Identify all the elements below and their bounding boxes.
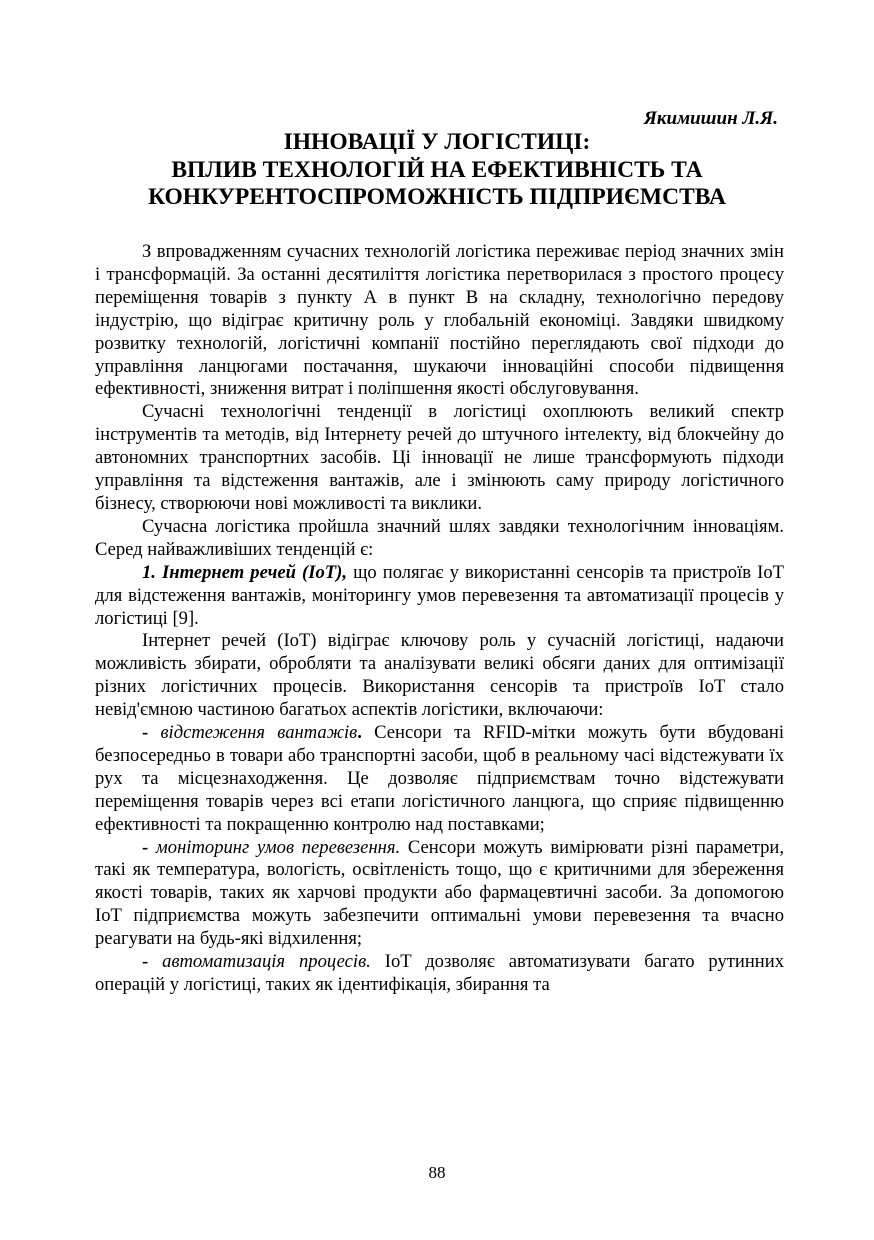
bullet-term: моніторинг умов перевезення. [155, 836, 401, 858]
bullet-term: автоматизація процесів. [162, 951, 371, 973]
title-line-1: ІННОВАЦІЇ У ЛОГІСТИЦІ: [283, 129, 591, 155]
article-body [95, 241, 784, 997]
paragraph-iot-heading [95, 562, 784, 631]
iot-heading-lead: 1. Інтернет речей (IoT), [142, 561, 347, 583]
bullet-transport-monitoring [95, 837, 784, 952]
paragraph-trends: Сучасні технологічні тенденції в логістиці охоплюють великий спектр інструментів та методів, від Інтернету речей до штучного інтелекту, від блокчейну до автономних транспортних засобів. Ці інновації не лише трансформують підходи управління та відстеження вантажів, але і змінюють саму природу логістичного бізнесу, створюючи нові можливості та виклики. [95, 401, 784, 514]
title-line-2: ВПЛИВ ТЕХНОЛОГІЙ НА ЕФЕКТИВНІСТЬ ТА [171, 156, 703, 183]
bullet-term-dot: . [357, 722, 362, 744]
bullet-text: IoT дозволяє автоматизувати багато рутинних операцій у логістиці, таких як ідентифікація, збирання та [95, 951, 785, 995]
bullet-dash: - [142, 722, 161, 744]
paragraph-iot-role: Інтернет речей (IoT) відіграє ключову роль у сучасній логістиці, надаючи можливість збирати, обробляти та аналізувати великі обсяги даних для оптимізації різних логістичних процесів. Використання сенсорів та пристроїв IoT стало невід'ємною частиною багатьох аспектів логістики, включаючи: [95, 630, 784, 721]
bullet-dash: - [142, 836, 156, 858]
bullet-text: Сенсори можуть вимірювати різні параметри, такі як температура, вологість, освітленість тощо, що є критичними для збереження якості товарів, таких як харчові продукти або фармацевтичні засоби. За допомогою IoT підприємства можуть забезпечити оптимальні умови перевезення та вчасно реагувати на будь-які відхилення; [95, 836, 784, 950]
bullet-process-automation [95, 951, 784, 997]
title-line-3: КОНКУРЕНТОСПРОМОЖНІСТЬ ПІДПРИЄМСТВА [148, 184, 726, 210]
article-title [90, 129, 784, 212]
bullet-cargo-tracking [95, 722, 784, 837]
iot-heading-rest: що полягає у використанні сенсорів та пристроїв IoT для відстеження вантажів, моніторингу умов перевезення та автоматизації процесів у логістиці [9]. [95, 561, 784, 629]
bullet-dash: - [142, 951, 163, 973]
author-name: Якимишин Л.Я. [643, 108, 778, 129]
paragraph-innovations: Сучасна логістика пройшла значний шлях завдяки технологічним інноваціям. Серед найважливіших тенденцій є: [95, 515, 784, 560]
paragraph-intro: З впровадженням сучасних технологій логістика переживає період значних змін і трансформацій. За останні десятиліття логістика перетворилася з простого процесу переміщення товарів з пункту А в пункт В на складну, технологічно передову індустрію, що відіграє критичну роль у глобальній економіці. Завдяки швидкому розвитку технологій, логістичні компанії постійно переглядають свої підходи до управління ланцюгами постачання, шукаючи інноваційні способи підвищення ефективності, зниження витрат і поліпшення якості обслуговування. [95, 241, 784, 400]
bullet-text: Сенсори та RFID-мітки можуть бути вбудовані безпосередньо в товари або транспортні засоби, щоб в реальному часі відстежувати їх рух та місцезнаходження. Це дозволяє підприємствам точно відстежувати переміщення товарів через всі етапи логістичного ланцюга, що сприяє підвищенню ефективності та покращенню контролю над поставками; [95, 722, 784, 835]
page-number: 88 [428, 1163, 446, 1182]
bullet-term: відстеження вантажів [160, 722, 358, 744]
